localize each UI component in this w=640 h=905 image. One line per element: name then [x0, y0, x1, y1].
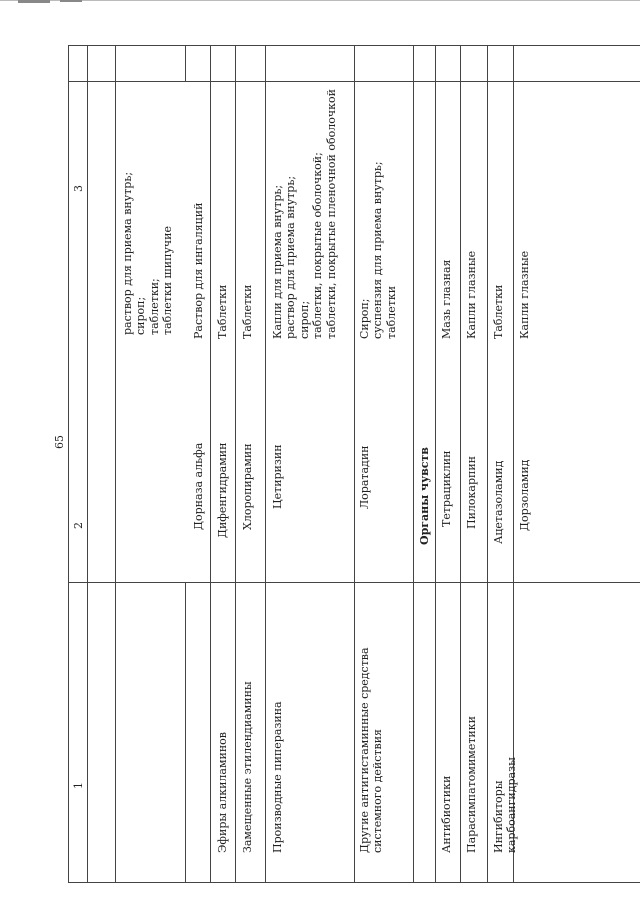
row5-col2: Цетиризин [271, 444, 284, 509]
row10-col1: Ингибиторы карбоангидразы [492, 757, 519, 853]
row8-col2: Тетрациклин [440, 450, 453, 527]
scan-edge [0, 0, 640, 1]
row9-col1: Парасимпатомиметики [465, 716, 478, 853]
row-divider-1 [115, 45, 116, 883]
row3-col2: Дифенгидрамин [216, 442, 229, 538]
row9-col2: Пилокарпин [465, 455, 478, 529]
row5-col3: Капли для приема внутрь; раствор для приема внутрь; сироп; таблетки, покрытые оболочкой; таблетки, покрытые пленочной оболочкой [271, 89, 338, 339]
header-row-bottom [87, 45, 88, 883]
row-divider-5 [265, 45, 266, 883]
row6-col2: Лоратадин [358, 445, 371, 509]
header-col3: 3 [72, 185, 85, 192]
header-col1: 1 [72, 782, 85, 789]
row11-col2: Дорзоламид [518, 459, 531, 531]
row10-col3: Таблетки [492, 284, 505, 339]
row-divider-4 [235, 45, 236, 883]
row-divider-2b [185, 582, 186, 883]
table-header-top [68, 45, 69, 883]
row3-col1: Эфиры алкиламинов [216, 732, 229, 853]
row-divider-7 [413, 45, 414, 883]
row2-col2: Дорназа альфа [192, 442, 205, 530]
row-divider-6 [354, 45, 355, 883]
row4-col3: Таблетки [241, 284, 254, 339]
row2-col3: Раствор для ингаляций [192, 202, 205, 339]
row-divider-9 [460, 45, 461, 883]
drug-table [68, 45, 640, 880]
row4-col2: Хлоропирамин [241, 443, 254, 530]
row9-col3: Капли глазные [465, 250, 478, 339]
row1-col3: раствор для приема внутрь; сироп; таблетки; таблетки шипучие [121, 171, 175, 335]
row-divider-3 [210, 45, 211, 883]
row-divider-2a [185, 45, 186, 81]
section-heading: Органы чувств [418, 447, 431, 545]
page-number: 65 [53, 435, 66, 449]
row10-col2: Ацетазоламид [492, 460, 505, 544]
row3-col3: Таблетки [216, 284, 229, 339]
scan-mark [18, 0, 50, 3]
scan-mark [60, 0, 82, 2]
header-col2: 2 [72, 522, 85, 529]
row-divider-10 [487, 45, 488, 883]
row11-col3: Капли глазные [518, 250, 531, 339]
row8-col3: Мазь глазная [440, 259, 453, 339]
row8-col1: Антибиотики [440, 775, 453, 853]
row4-col1: Замещенные этилендиамины [241, 681, 254, 853]
row6-col3: Сироп; суспензия для приема внутрь; таблетки [358, 161, 398, 339]
row5-col1: Производные пиперазина [271, 701, 284, 853]
row-divider-8 [435, 45, 436, 883]
row6-col1: Другие антигистаминные средства системного действия [358, 647, 385, 853]
